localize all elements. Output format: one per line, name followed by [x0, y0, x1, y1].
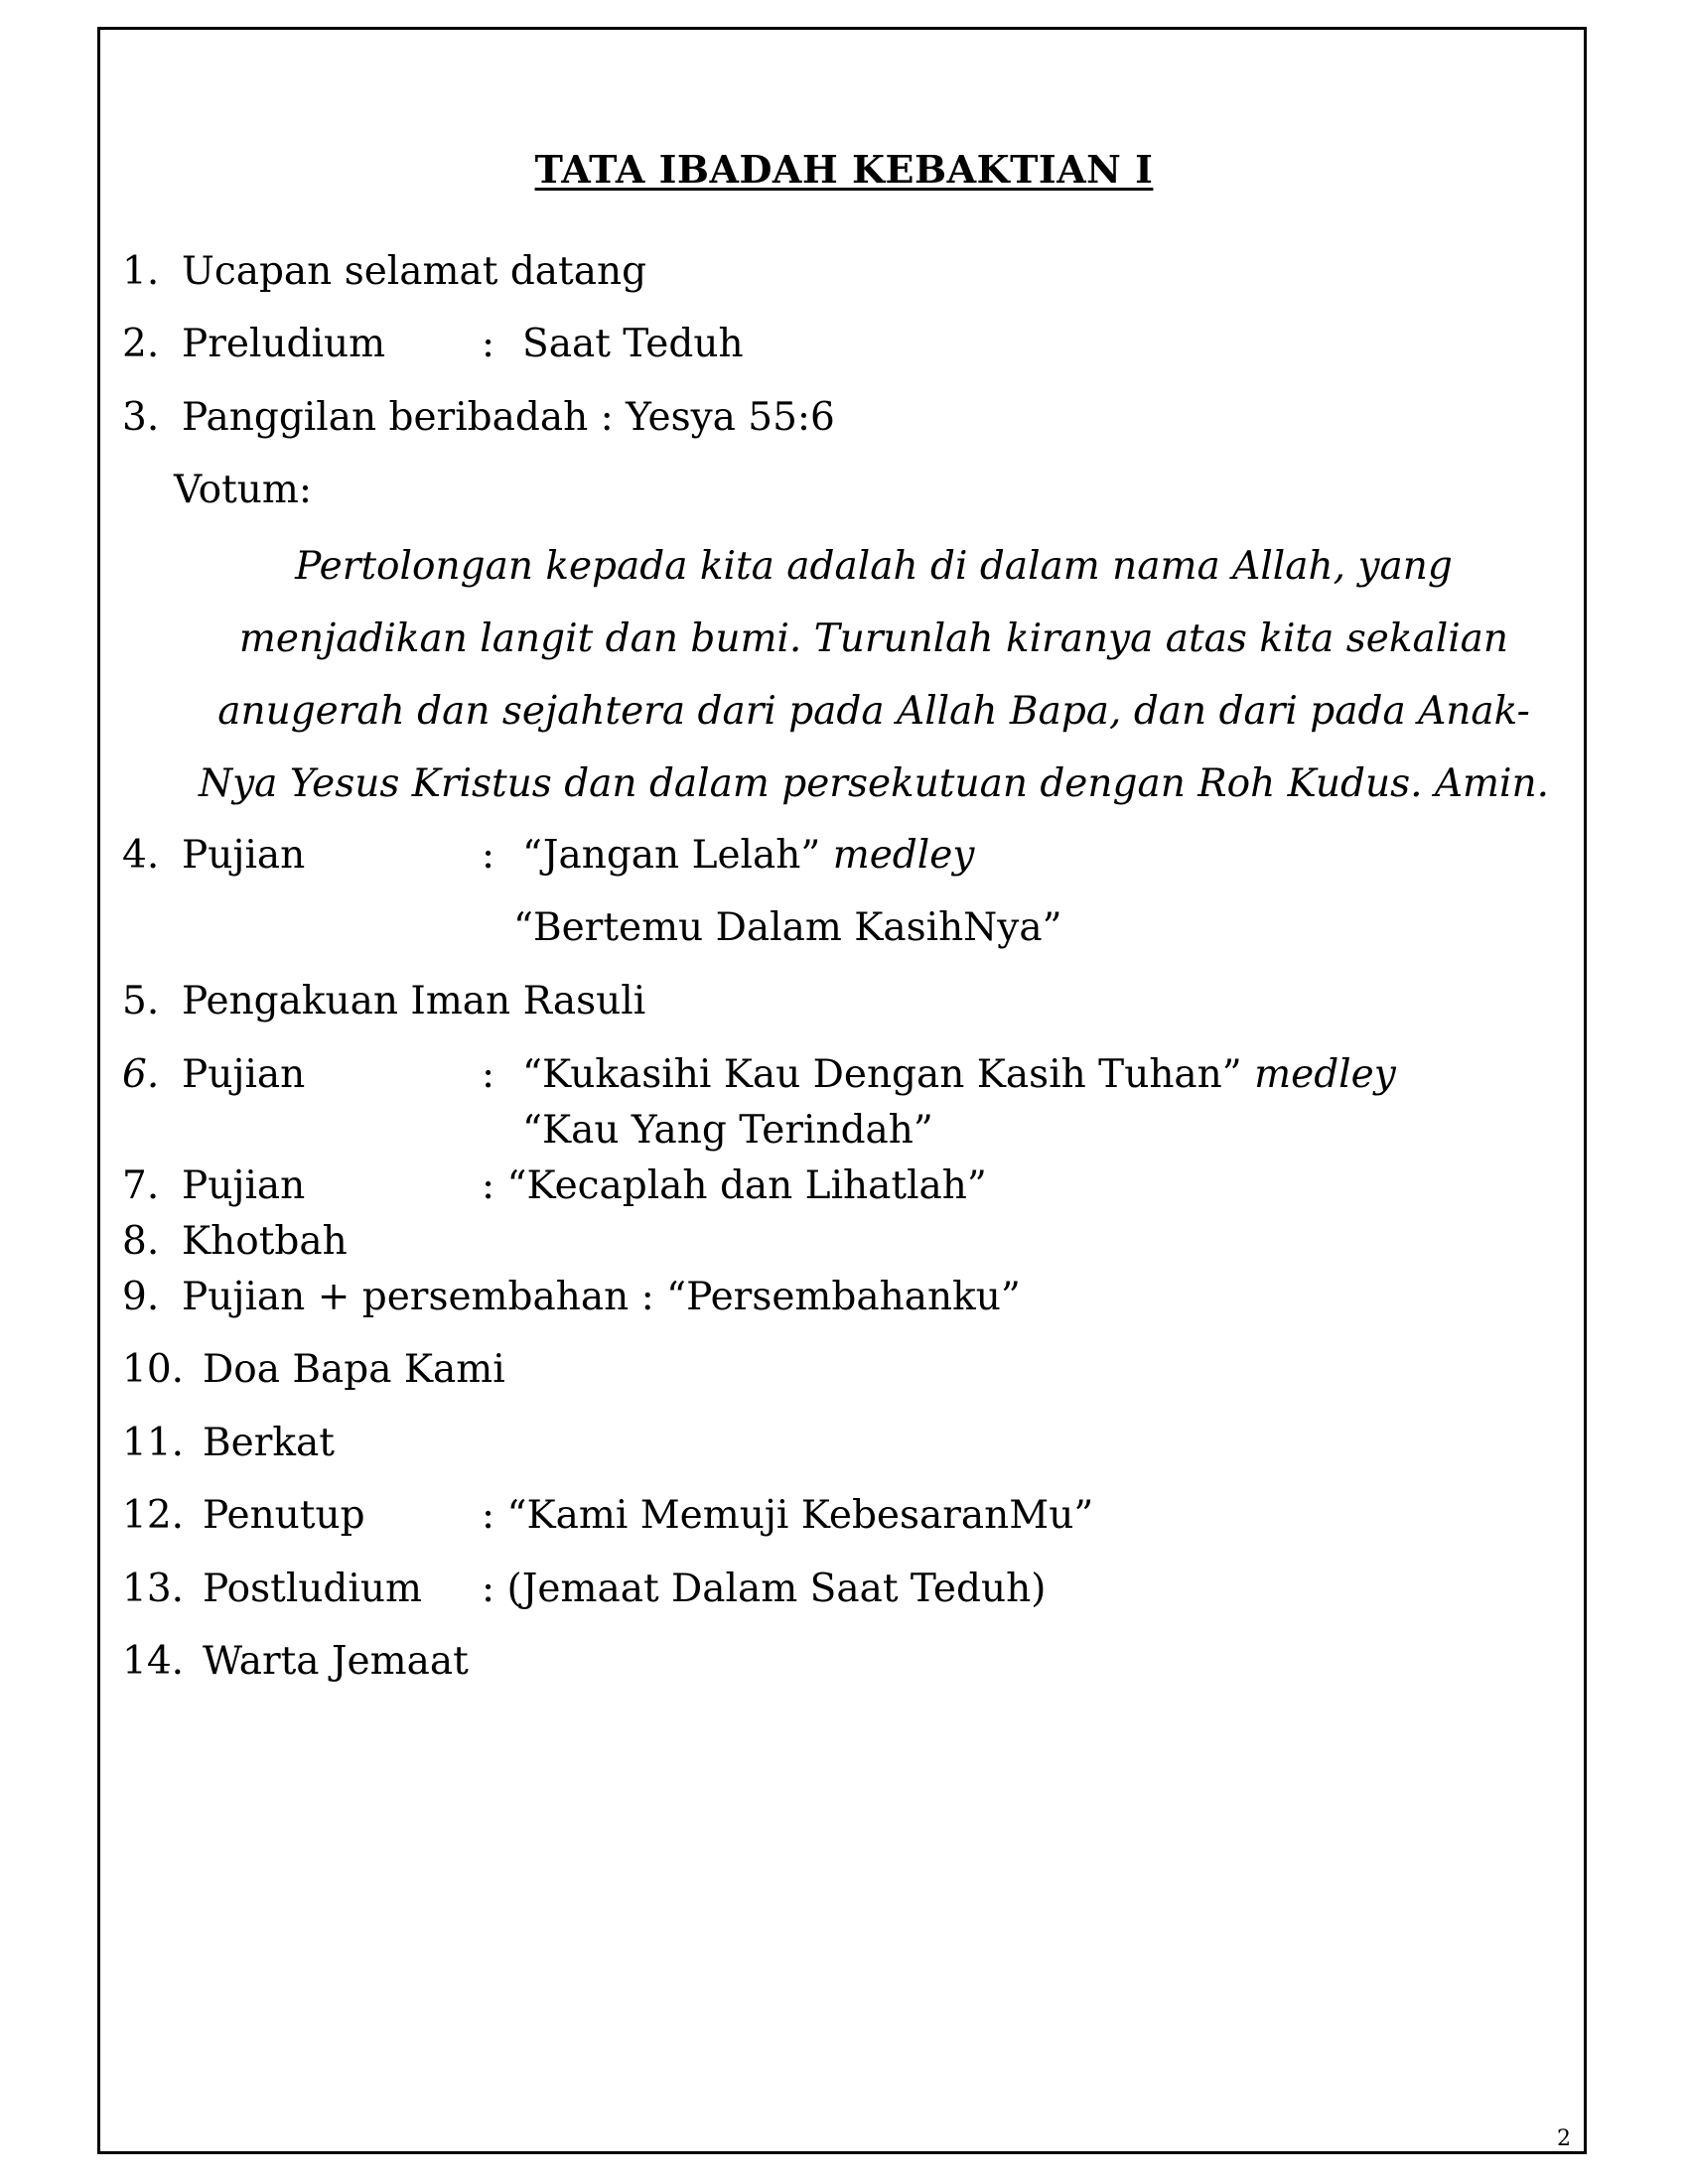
document-title: TATA IBADAH KEBAKTIAN I	[534, 147, 1154, 192]
item-value: Saat Teduh	[522, 322, 744, 366]
item-number: 7.	[122, 1163, 160, 1208]
item-label: Preludium	[182, 322, 386, 366]
item-label: Pengakuan Iman Rasuli	[182, 979, 646, 1024]
item-number: 3.	[122, 395, 160, 440]
item-number: 6.	[122, 1052, 160, 1097]
item-number: 1.	[122, 249, 160, 294]
item-colon: :	[482, 1052, 495, 1097]
item-number: 5.	[122, 979, 160, 1024]
item-number: 10.	[122, 1347, 185, 1392]
item-value	[522, 1050, 1396, 1100]
votum-line: Nya Yesus Kristus dan dalam persekutuan dengan Roh Kudus. Amin.	[198, 761, 1550, 806]
item-label: Warta Jemaat	[203, 1639, 469, 1684]
page-number: 2	[1557, 2126, 1571, 2151]
song-title: “Kau Yang Terindah”	[522, 1108, 933, 1153]
votum-line: menjadikan langit dan bumi. Turunlah kiranya atas kita sekalian	[238, 616, 1509, 661]
item-colon: :	[482, 833, 495, 878]
item-label: Pujian + persembahan : “Persembahanku”	[182, 1275, 1021, 1319]
medley-note: medley	[1254, 1052, 1396, 1097]
medley-note: medley	[832, 833, 975, 878]
votum-label: Votum:	[174, 468, 312, 512]
item-value: : (Jemaat Dalam Saat Teduh)	[482, 1567, 1047, 1611]
item-number: 12.	[122, 1493, 185, 1538]
item-label: Khotbah	[182, 1219, 348, 1264]
votum-text	[174, 530, 1574, 820]
item-number: 8.	[122, 1219, 160, 1264]
item-label: Panggilan beribadah : Yesya 55:6	[182, 395, 835, 440]
item-label: Pujian	[182, 1163, 306, 1208]
song-title: “Bertemu Dalam KasihNya”	[513, 905, 1062, 950]
item-number: 14.	[122, 1639, 185, 1684]
item-number: 9.	[122, 1275, 160, 1319]
song-title: “Jangan Lelah”	[522, 833, 821, 878]
votum-line: Pertolongan kepada kita adalah di dalam nama Allah, yang	[295, 544, 1453, 589]
item-label: Pujian	[182, 1052, 306, 1097]
item-number: 4.	[122, 833, 160, 878]
votum-line: anugerah dan sejahtera dari pada Allah Bapa, dan dari pada Anak-	[217, 689, 1530, 734]
item-colon: :	[482, 322, 495, 366]
item-label: Penutup	[203, 1493, 365, 1538]
item-value: : “Kami Memuji KebesaranMu”	[482, 1493, 1094, 1538]
item-value	[522, 831, 974, 881]
item-number: 2.	[122, 322, 160, 366]
song-title: “Kukasihi Kau Dengan Kasih Tuhan”	[522, 1052, 1242, 1097]
item-label: Postludium	[203, 1567, 422, 1611]
item-value: : “Kecaplah dan Lihatlah”	[482, 1163, 987, 1208]
item-label: Doa Bapa Kami	[203, 1347, 505, 1392]
item-label: Ucapan selamat datang	[182, 249, 647, 294]
item-number: 11.	[122, 1421, 185, 1465]
item-number: 13.	[122, 1567, 185, 1611]
item-label: Pujian	[182, 833, 306, 878]
item-label: Berkat	[203, 1421, 335, 1465]
